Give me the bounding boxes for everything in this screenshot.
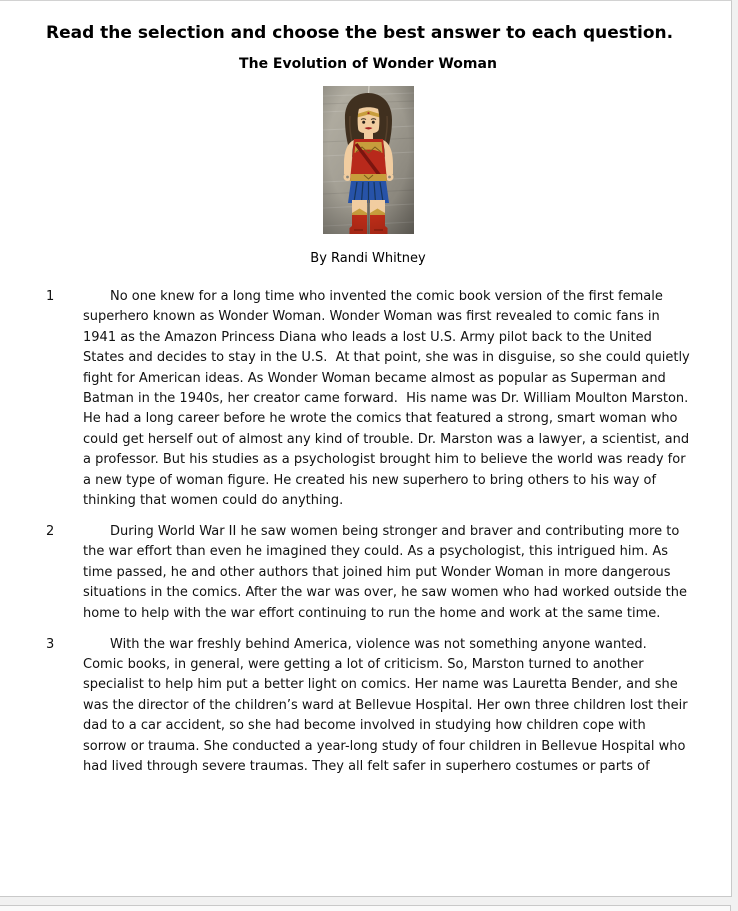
lego-wonder-woman-photo <box>323 86 414 234</box>
next-section-top-edge <box>0 905 731 911</box>
passage-content <box>0 1 731 777</box>
paragraph-3-number: 3 <box>46 636 55 652</box>
byline: By Randi Whitney <box>310 251 426 266</box>
paragraph-2 <box>46 522 690 624</box>
passage-title: The Evolution of Wonder Woman <box>239 56 497 72</box>
paragraph-2-number: 2 <box>46 523 55 539</box>
passage-image-container <box>46 86 690 234</box>
paragraph-1-text: No one knew for a long time who invented the comic book version of the first female superhero known as Wonder Woman. Wonder Woman was first revealed to comic fans in 1941 as the Amazon Princess Diana who leads a lost U.S. Army pilot back to the United States and decides to stay in the U.S. At that point, she was in disguise, so she could quietly fight for American ideas. As Wonder Woman became almost as popular as Superman and Batman in the 1940s, her creator came forward. His name was Dr. William Moulton Marston. He had a long career before he wrote the comics that featured a strong, smart woman who could get herself out of almost any kind of trouble. Dr. Marston was a lawyer, a scientist, and a professor. But his studies as a psychologist brought him to believe the world was ready for a new type of woman figure. He created his new superhero to bring others to his way of thinking that women could do anything. <box>83 289 694 509</box>
paragraph-3-text: With the war freshly behind America, violence was not something anyone wanted. Comic books, in general, were getting a lot of criticism. So, Marston turned to another specialist to help him put a better light on comics. Her name was Lauretta Bender, and she was the director of the children’s ward at Bellevue Hospital. Her own three children lost their dad to a car accident, so she had become involved in studying how children cope with sorrow or trauma. She conducted a year-long study of four children in Bellevue Hospital who had lived through severe traumas. They all felt safer in superhero costumes or parts of <box>83 636 692 774</box>
paragraph-2-text: During World War II he saw women being stronger and braver and contributing more to the war effort than even he imagined they could. As a psychologist, this intrigued him. As time passed, he and other authors that joined him put Wonder Woman in more dangerous situations in the comics. After the war was over, he saw women who had worked outside the home to help with the war effort continuing to run the home and work at the same time. <box>83 523 692 621</box>
paragraph-3 <box>46 635 690 778</box>
paragraph-1 <box>46 287 694 511</box>
instruction-heading: Read the selection and choose the best answer to each question. <box>46 23 674 43</box>
paragraph-1-number: 1 <box>46 289 55 304</box>
